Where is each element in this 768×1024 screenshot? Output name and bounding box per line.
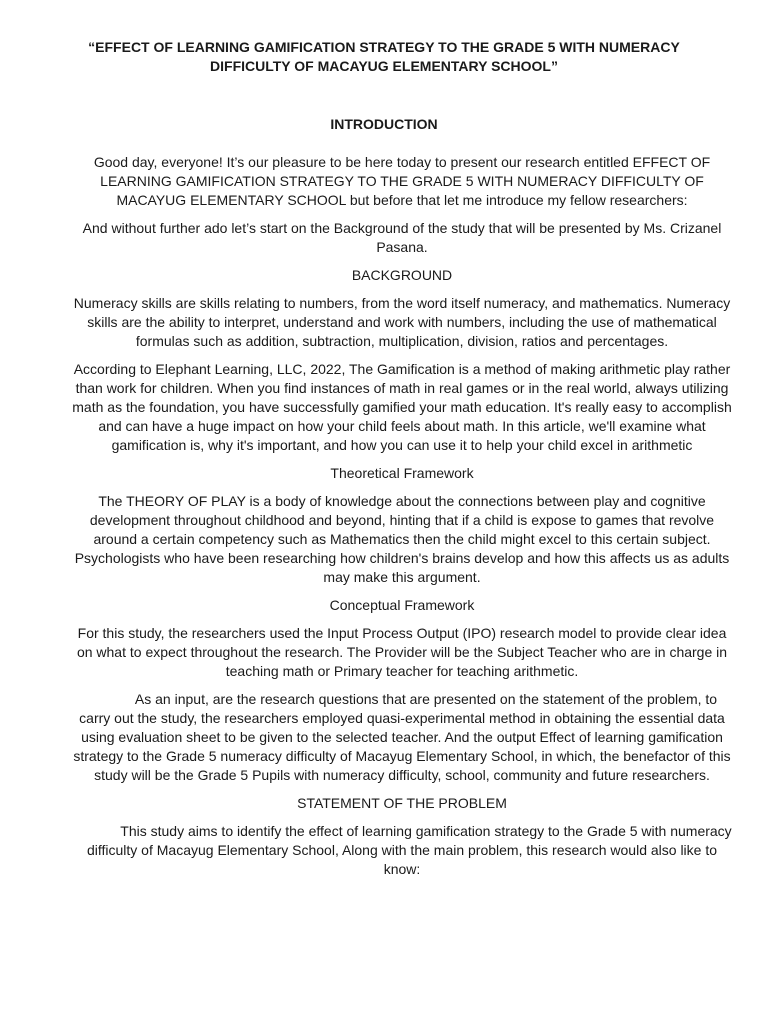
background-heading: BACKGROUND	[351, 267, 453, 283]
introduction-heading: INTRODUCTION	[330, 116, 438, 132]
background-paragraph-1: Numeracy skills are skills relating to numbers, from the word itself numeracy, and mathematics. Numeracy skills are the ability to interpret, understand and work with numbers, including the use of mathematical formulas such as addition, subtraction, multiplication, division, ratios and percentages.	[73, 295, 731, 349]
statement-of-problem-heading: STATEMENT OF THE PROBLEM	[297, 795, 507, 811]
document-title: “EFFECT OF LEARNING GAMIFICATION STRATEGY TO THE GRADE 5 WITH NUMERACY DIFFICULTY OF MACAYUG ELEMENTARY SCHOOL”	[88, 39, 680, 74]
conceptual-framework-paragraph-2: As an input, are the research questions that are presented on the statement of the problem, to carry out the study, the researchers employed quasi-experimental method in obtaining the essential data using evaluation sheet to be given to the selected teacher. And the output Effect of learning gamification strategy to the Grade 5 numeracy difficulty of Macayug Elementary School, in which, the benefactor of this study will be the Grade 5 Pupils with numeracy difficulty, school, community and future researchers.	[73, 691, 731, 783]
theoretical-framework-heading: Theoretical Framework	[330, 465, 474, 481]
conceptual-framework-heading: Conceptual Framework	[329, 597, 475, 613]
statement-of-problem-paragraph: This study aims to identify the effect of learning gamification strategy to the Grade 5 with numeracy difficulty of Macayug Elementary School, Along with the main problem, this research would also like to know:	[86, 823, 732, 877]
intro-paragraph-1: Good day, everyone! It’s our pleasure to be here today to present our research entitled EFFECT OF LEARNING GAMIFICATION STRATEGY TO THE GRADE 5 WITH NUMERACY DIFFICULTY OF MACAYUG ELEMENTARY SCHOOL but before that let me introduce my fellow researchers:	[93, 154, 711, 208]
conceptual-framework-paragraph-1: For this study, the researchers used the Input Process Output (IPO) research model to provide clear idea on what to expect throughout the research. The Provider will be the Subject Teacher who are in charge in teaching math or Primary teacher for teaching arithmetic.	[76, 625, 728, 679]
intro-paragraph-2: And without further ado let’s start on the Background of the study that will be presented by Ms. Crizanel Pasana.	[82, 220, 722, 255]
background-paragraph-2: According to Elephant Learning, LLC, 2022, The Gamification is a method of making arithmetic play rather than work for children. When you find instances of math in real games or in the real world, always utilizing math as the foundation, you have successfully gamified your math education. It's really easy to accomplish and can have a huge impact on how your child feels about math. In this article, we'll examine what gamification is, why it's important, and how you can use it to help your child excel in arithmetic	[72, 361, 732, 453]
theoretical-framework-paragraph: The THEORY OF PLAY is a body of knowledge about the connections between play and cognitive development throughout childhood and beyond, hinting that if a child is expose to games that revolve around a certain competency such as Mathematics then the child might excel to this certain subject. Psychologists who have been researching how children's brains develop and how this affects us as adults may make this argument.	[74, 493, 730, 585]
document-body	[70, 153, 734, 888]
